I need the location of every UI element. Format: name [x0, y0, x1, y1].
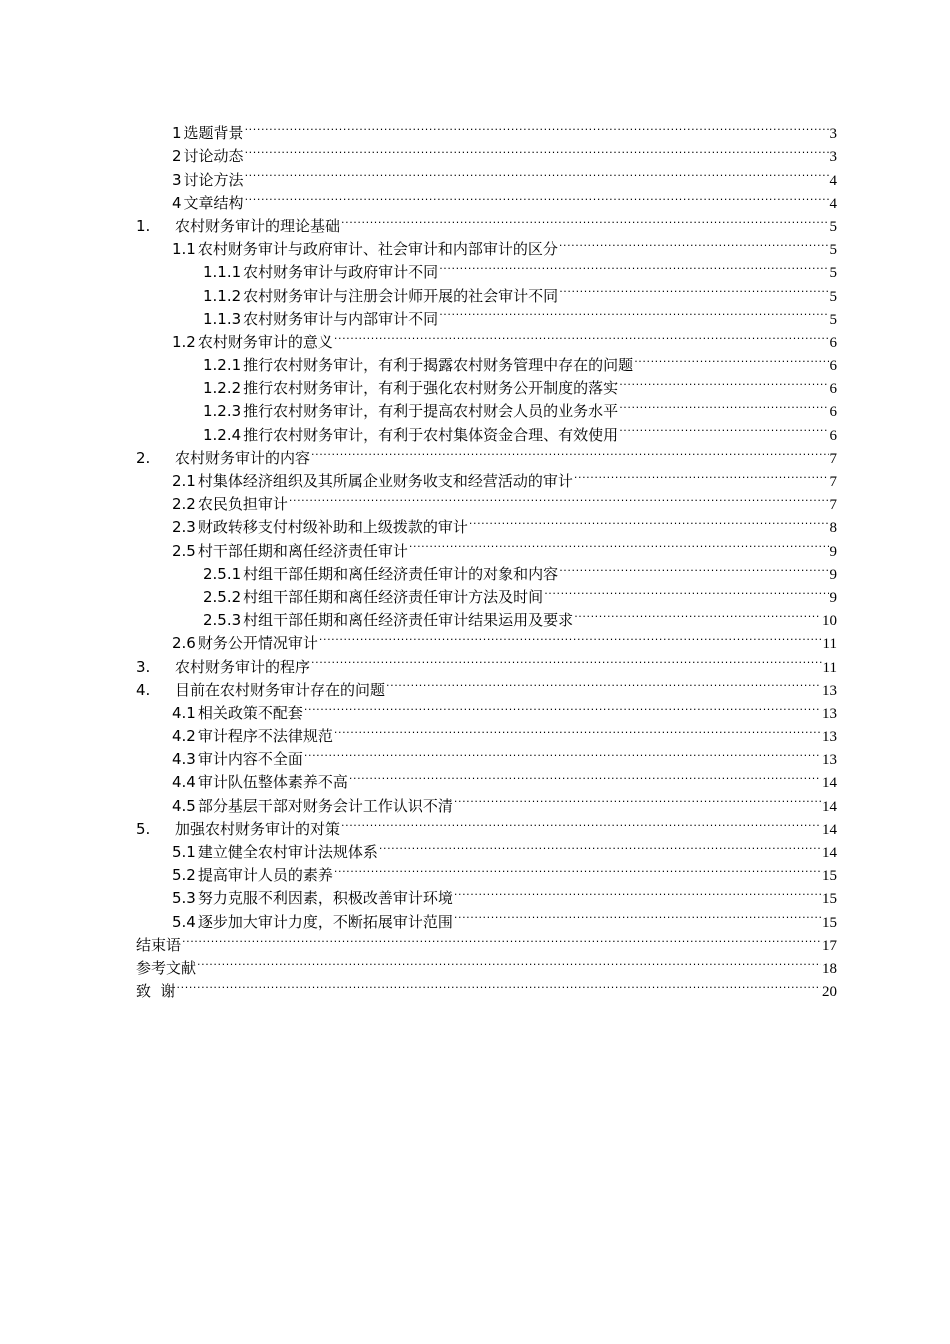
toc-entry-title: 推行农村财务审计，有利于强化农村财务公开制度的落实	[243, 379, 619, 398]
toc-entry-page: 14	[822, 775, 837, 792]
toc-entry-page: 10	[822, 613, 837, 630]
toc-dot-leader	[559, 556, 828, 579]
toc-entry-number: 4.	[136, 680, 151, 699]
toc-entry-page: 5	[829, 311, 837, 328]
toc-entry-title: 审计程序不法律规范	[197, 727, 333, 746]
toc-dot-leader	[334, 857, 821, 880]
toc-dot-leader	[439, 301, 828, 324]
toc-entry-number: 1.2	[172, 332, 196, 351]
toc-entry-page: 13	[822, 682, 837, 699]
toc-entry-title: 逐步加大审计力度，不断拓展审计范围	[197, 912, 453, 931]
toc-entry-number: 3	[172, 170, 182, 189]
toc-entry-page: 5	[829, 218, 837, 235]
toc-dot-leader	[197, 950, 821, 973]
toc-entry-number: 1.1.2	[203, 286, 242, 305]
toc-dot-leader	[454, 880, 821, 903]
toc-entry-number: 2.2	[172, 495, 196, 514]
toc-entry-number: 4.1	[172, 703, 196, 722]
toc-entry-page: 8	[829, 520, 837, 537]
toc-entry-title: 村集体经济组织及其所属企业财务收支和经营活动的审计	[197, 472, 573, 490]
toc-entry-page: 9	[829, 543, 837, 560]
toc-dot-leader	[619, 370, 828, 393]
toc-entry-page: 15	[822, 868, 837, 885]
toc-dot-leader	[341, 208, 828, 231]
toc-entry-title: 村干部任期和离任经济责任审计	[197, 541, 408, 560]
toc-entry-number: 2.5.3	[203, 611, 242, 630]
toc-dot-leader	[177, 973, 821, 996]
toc-dot-leader	[311, 648, 822, 671]
toc-dot-leader	[454, 787, 821, 810]
toc-entry[interactable]	[136, 115, 837, 143]
toc-entry-page: 4	[829, 172, 837, 189]
table-of-contents	[136, 115, 837, 1001]
toc-entry-title: 部分基层干部对财务会计工作认识不清	[197, 796, 453, 815]
toc-entry[interactable]	[136, 950, 837, 977]
toc-entry-title: 农村财务审计的意义	[197, 332, 333, 351]
toc-entry-page: 14	[822, 798, 837, 815]
toc-entry-page: 11	[822, 636, 837, 653]
toc-entry-page: 17	[822, 937, 837, 954]
toc-entry-title: 村组干部任期和离任经济责任审计方法及时间	[243, 587, 544, 606]
toc-dot-leader	[304, 741, 821, 764]
toc-entry-title: 选题背景	[183, 124, 244, 143]
toc-entry-number: 4.4	[172, 773, 196, 792]
toc-entry-title: 努力克服不利因素，积极改善审计环境	[197, 889, 453, 908]
toc-dot-leader	[574, 463, 829, 486]
toc-entry-number: 2.5.2	[203, 587, 242, 606]
toc-dot-leader	[619, 393, 828, 416]
toc-entry-number: 1.2.3	[203, 402, 242, 421]
toc-dot-leader	[245, 115, 829, 138]
toc-entry-title: 农村财务审计与政府审计不同	[243, 263, 439, 282]
toc-dot-leader	[245, 161, 829, 184]
toc-entry-number: 5.4	[172, 912, 196, 931]
toc-dot-leader	[634, 347, 828, 370]
toc-entry-title: 文章结构	[183, 193, 244, 212]
toc-entry-page: 6	[829, 358, 837, 375]
toc-entry-title: 农村财务审计的内容	[175, 448, 311, 467]
toc-entry-page: 13	[822, 729, 837, 746]
toc-entry-title: 加强农村财务审计的对策	[175, 819, 341, 838]
toc-entry-number: 5.1	[172, 843, 196, 861]
toc-entry-title: 推行农村财务审计，有利于提高农村财会人员的业务水平	[243, 402, 619, 421]
toc-entry-number: 1.	[136, 216, 151, 235]
toc-entry-title: 农村财务审计与注册会计师开展的社会审计不同	[243, 286, 559, 305]
toc-entry-title: 财务公开情况审计	[197, 634, 318, 653]
toc-entry-page: 9	[829, 566, 837, 583]
toc-entry-title: 村组干部任期和离任经济责任审计的对象和内容	[243, 564, 559, 583]
toc-dot-leader	[304, 695, 821, 718]
toc-entry[interactable]	[136, 927, 837, 954]
toc-entry-number: 5.3	[172, 889, 196, 908]
toc-dot-leader	[319, 625, 822, 648]
toc-entry-page: 13	[822, 752, 837, 769]
toc-entry-page: 4	[829, 195, 837, 212]
toc-entry-number: 2.3	[172, 518, 196, 537]
toc-dot-leader	[334, 718, 821, 741]
toc-entry-page: 15	[822, 914, 837, 931]
toc-entry-title: 财政转移支付村级补助和上级拨款的审计	[197, 518, 468, 537]
toc-entry-title: 农民负担审计	[197, 495, 288, 514]
toc-entry-page: 11	[822, 659, 837, 676]
toc-dot-leader	[245, 138, 829, 161]
toc-entry-title: 讨论方法	[183, 170, 244, 189]
toc-dot-leader	[619, 416, 828, 439]
toc-dot-leader	[379, 834, 821, 857]
toc-entry-number: 5.2	[172, 866, 196, 885]
toc-entry-title: 推行农村财务审计，有利于农村集体资金合理、有效使用	[243, 425, 619, 444]
toc-entry-title: 相关政策不配套	[197, 703, 303, 722]
toc-entry-title: 推行农村财务审计，有利于揭露农村财务管理中存在的问题	[243, 356, 634, 375]
toc-entry-page: 14	[822, 845, 837, 861]
toc-dot-leader	[341, 811, 821, 834]
toc-entry-number: 1.1.1	[203, 263, 242, 282]
toc-entry-number: 2.	[136, 448, 151, 467]
toc-dot-leader	[245, 185, 829, 208]
toc-entry-title: 农村财务审计的理论基础	[175, 216, 341, 235]
toc-entry-title: 村组干部任期和离任经济责任审计结果运用及要求	[243, 611, 574, 630]
toc-entry-title: 结束语	[136, 935, 182, 954]
toc-entry-number: 1.2.1	[203, 356, 242, 375]
toc-entry-page: 5	[829, 242, 837, 259]
toc-entry-number: 3.	[136, 657, 151, 676]
toc-entry-number: 1	[172, 124, 182, 143]
toc-entry-title: 审计内容不全面	[197, 750, 303, 769]
toc-dot-leader	[439, 254, 828, 277]
toc-entry-number: 2	[172, 147, 182, 166]
toc-dot-leader	[559, 231, 829, 254]
toc-entry-number: 2.6	[172, 634, 196, 653]
toc-entry-number: 1.2.2	[203, 379, 242, 398]
toc-entry-page: 6	[829, 381, 837, 398]
toc-entry-title: 农村财务审计与内部审计不同	[243, 309, 439, 328]
toc-entry-page: 7	[829, 474, 837, 490]
toc-entry-page: 3	[829, 126, 837, 143]
toc-entry-title: 致 谢	[136, 982, 176, 1001]
toc-entry-page: 18	[822, 960, 837, 977]
toc-entry-page: 6	[829, 427, 837, 444]
toc-dot-leader	[334, 324, 829, 347]
toc-entry-page: 13	[822, 705, 837, 722]
toc-dot-leader	[311, 440, 828, 463]
toc-entry-title: 农村财务审计与政府审计、社会审计和内部审计的区分	[197, 240, 558, 259]
toc-dot-leader	[454, 903, 821, 926]
toc-entry-title: 讨论动态	[183, 147, 244, 166]
toc-entry-page: 15	[822, 891, 837, 908]
toc-entry-number: 4.5	[172, 796, 196, 815]
toc-dot-leader	[559, 277, 828, 300]
toc-entry-title: 提高审计人员的素养	[197, 866, 333, 885]
toc-entry-number: 5.	[136, 819, 151, 838]
toc-entry-page: 9	[829, 589, 837, 606]
toc-entry-page: 7	[829, 450, 837, 467]
toc-dot-leader	[469, 509, 829, 532]
toc-entry-page: 20	[822, 984, 837, 1001]
toc-entry-title: 建立健全农村审计法规体系	[197, 843, 378, 861]
toc-entry-page: 5	[829, 288, 837, 305]
toc-entry-number: 1.2.4	[203, 425, 242, 444]
toc-dot-leader	[409, 532, 829, 555]
toc-dot-leader	[544, 579, 828, 602]
toc-entry-page: 5	[829, 265, 837, 282]
toc-entry-page: 6	[829, 404, 837, 421]
toc-entry-page: 14	[822, 821, 837, 838]
toc-dot-leader	[386, 672, 821, 695]
toc-entry-number: 1.1	[172, 240, 196, 259]
toc-entry-number: 2.5	[172, 541, 196, 560]
toc-entry-number: 4.3	[172, 750, 196, 769]
toc-entry-number: 4	[172, 193, 182, 212]
toc-dot-leader	[289, 486, 829, 509]
toc-dot-leader	[574, 602, 821, 625]
toc-dot-leader	[182, 927, 821, 950]
toc-entry-number: 1.1.3	[203, 309, 242, 328]
toc-entry[interactable]	[136, 973, 837, 1001]
toc-entry-title: 农村财务审计的程序	[175, 657, 311, 676]
toc-entry-number: 2.5.1	[203, 564, 242, 583]
toc-dot-leader	[349, 764, 821, 787]
toc-entry-title: 参考文献	[136, 958, 197, 977]
toc-entry-number: 4.2	[172, 727, 196, 746]
toc-entry-title: 审计队伍整体素养不高	[197, 773, 348, 792]
toc-entry-title: 目前在农村财务审计存在的问题	[175, 680, 386, 699]
toc-entry-page: 7	[829, 497, 837, 514]
toc-entry-number: 2.1	[172, 472, 196, 490]
toc-entry-page: 6	[829, 334, 837, 351]
toc-entry-page: 3	[829, 149, 837, 166]
